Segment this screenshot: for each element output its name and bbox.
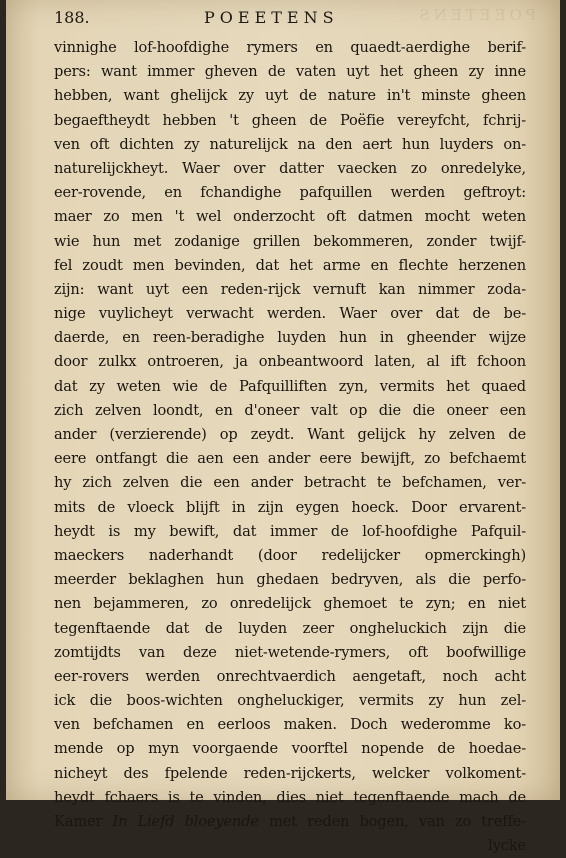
text-line: hy zich zelven die een ander betracht te befchamen, ver- <box>54 474 526 492</box>
text-line: naturelijckheyt. Waer over datter vaecken zo onredelyke, <box>54 159 526 177</box>
text-line: zomtijdts van deze niet-wetende-rymers, oft boofwillige <box>54 643 526 661</box>
text-line: ven befchamen en eerloos maken. Doch wederomme ko- <box>54 716 526 734</box>
text-line: ven oft dichten zy naturelijck na den aert hun luyders on- <box>54 135 526 153</box>
book-page <box>6 0 560 855</box>
text-line: meerder beklaghen hun ghedaen bedryven, als die perfo- <box>54 571 526 589</box>
text-line: zijn: want uyt een reden-rijck vernuft kan nimmer zoda- <box>54 280 526 298</box>
text-line: begaeftheydt hebben 't gheen de Poëfie vereyfcht, fchrij- <box>54 111 526 129</box>
page-header <box>54 8 524 32</box>
text-line: nige vuylicheyt verwacht werden. Waer over dat de be- <box>54 305 526 323</box>
text-line: eer-rovende, en fchandighe pafquillen werden geftroyt: <box>54 184 526 202</box>
catchword: lycke <box>488 837 526 855</box>
text-line: ander (verzierende) op zeydt. Want gelijck hy zelven de <box>54 426 526 443</box>
bleed-through-text: POEETENS <box>415 6 536 24</box>
text-line: dat zy weten wie de Pafquilliften zyn, vermits het quaed <box>54 377 526 395</box>
kamer-before: Kamer <box>54 813 113 830</box>
text-line: maer zo men 't wel onderzocht oft datmen mocht weten <box>54 208 526 226</box>
text-line: hebben, want ghelijck zy uyt de nature in't minste gheen <box>54 87 526 105</box>
text-line: fel zoudt men bevinden, dat het arme en flechte herzenen <box>54 256 526 274</box>
text-line: nen bejammeren, zo onredelijck ghemoet te zyn; en niet <box>54 595 526 613</box>
text-line: zich zelven loondt, en d'oneer valt op die die oneer een <box>54 401 526 419</box>
text-line: pers: want immer gheven de vaten uyt het gheen zy inne <box>54 63 526 81</box>
kamer-after: met reden bogen, van zo treffe- <box>258 813 527 830</box>
text-line: daerde, en reen-beradighe luyden hun in gheender wijze <box>54 329 526 347</box>
text-line: nicheyt des fpelende reden-rijckerts, welcker volkoment- <box>54 764 526 782</box>
text-line: mende op myn voorgaende voorftel nopende de hoedae- <box>54 740 526 758</box>
text-line: mits de vloeck blijft in zijn eygen hoeck. Door ervarent- <box>54 498 526 516</box>
text-line: heydt is my bewift, dat immer de lof-hoofdighe Pafquil- <box>54 522 526 540</box>
text-line: maeckers naderhandt (door redelijcker opmerckingh) <box>54 546 526 564</box>
running-head: POEETENS <box>204 8 339 27</box>
text-line: tegenftaende dat de luyden zeer ongheluckich zijn die <box>54 619 526 637</box>
text-line: wie hun met zodanige grillen bekommeren, zonder twijf- <box>54 232 526 250</box>
text-line: eere ontfangt die aen een ander eere bewijft, zo befchaemt <box>54 450 526 468</box>
text-line: ick die boos-wichten ongheluckiger, vermits zy hun zel- <box>54 692 526 710</box>
page-number: 188. <box>54 8 90 27</box>
italic-name: In Liefd bloeyende <box>112 813 259 830</box>
text-line: door zulkx ontroeren, ja onbeantwoord laten, al ift fchoon <box>54 353 526 371</box>
text-line-kamer <box>54 810 526 834</box>
body-text <box>54 36 526 858</box>
text-line: vinnighe lof-hoofdighe rymers en quaedt-aerdighe berif- <box>54 39 526 56</box>
text-line: eer-rovers werden onrechtvaerdich aengetaft, noch acht <box>54 667 526 685</box>
text-line: heydt fchaers is te vinden, dies niet tegenftaende mach de <box>54 788 526 806</box>
